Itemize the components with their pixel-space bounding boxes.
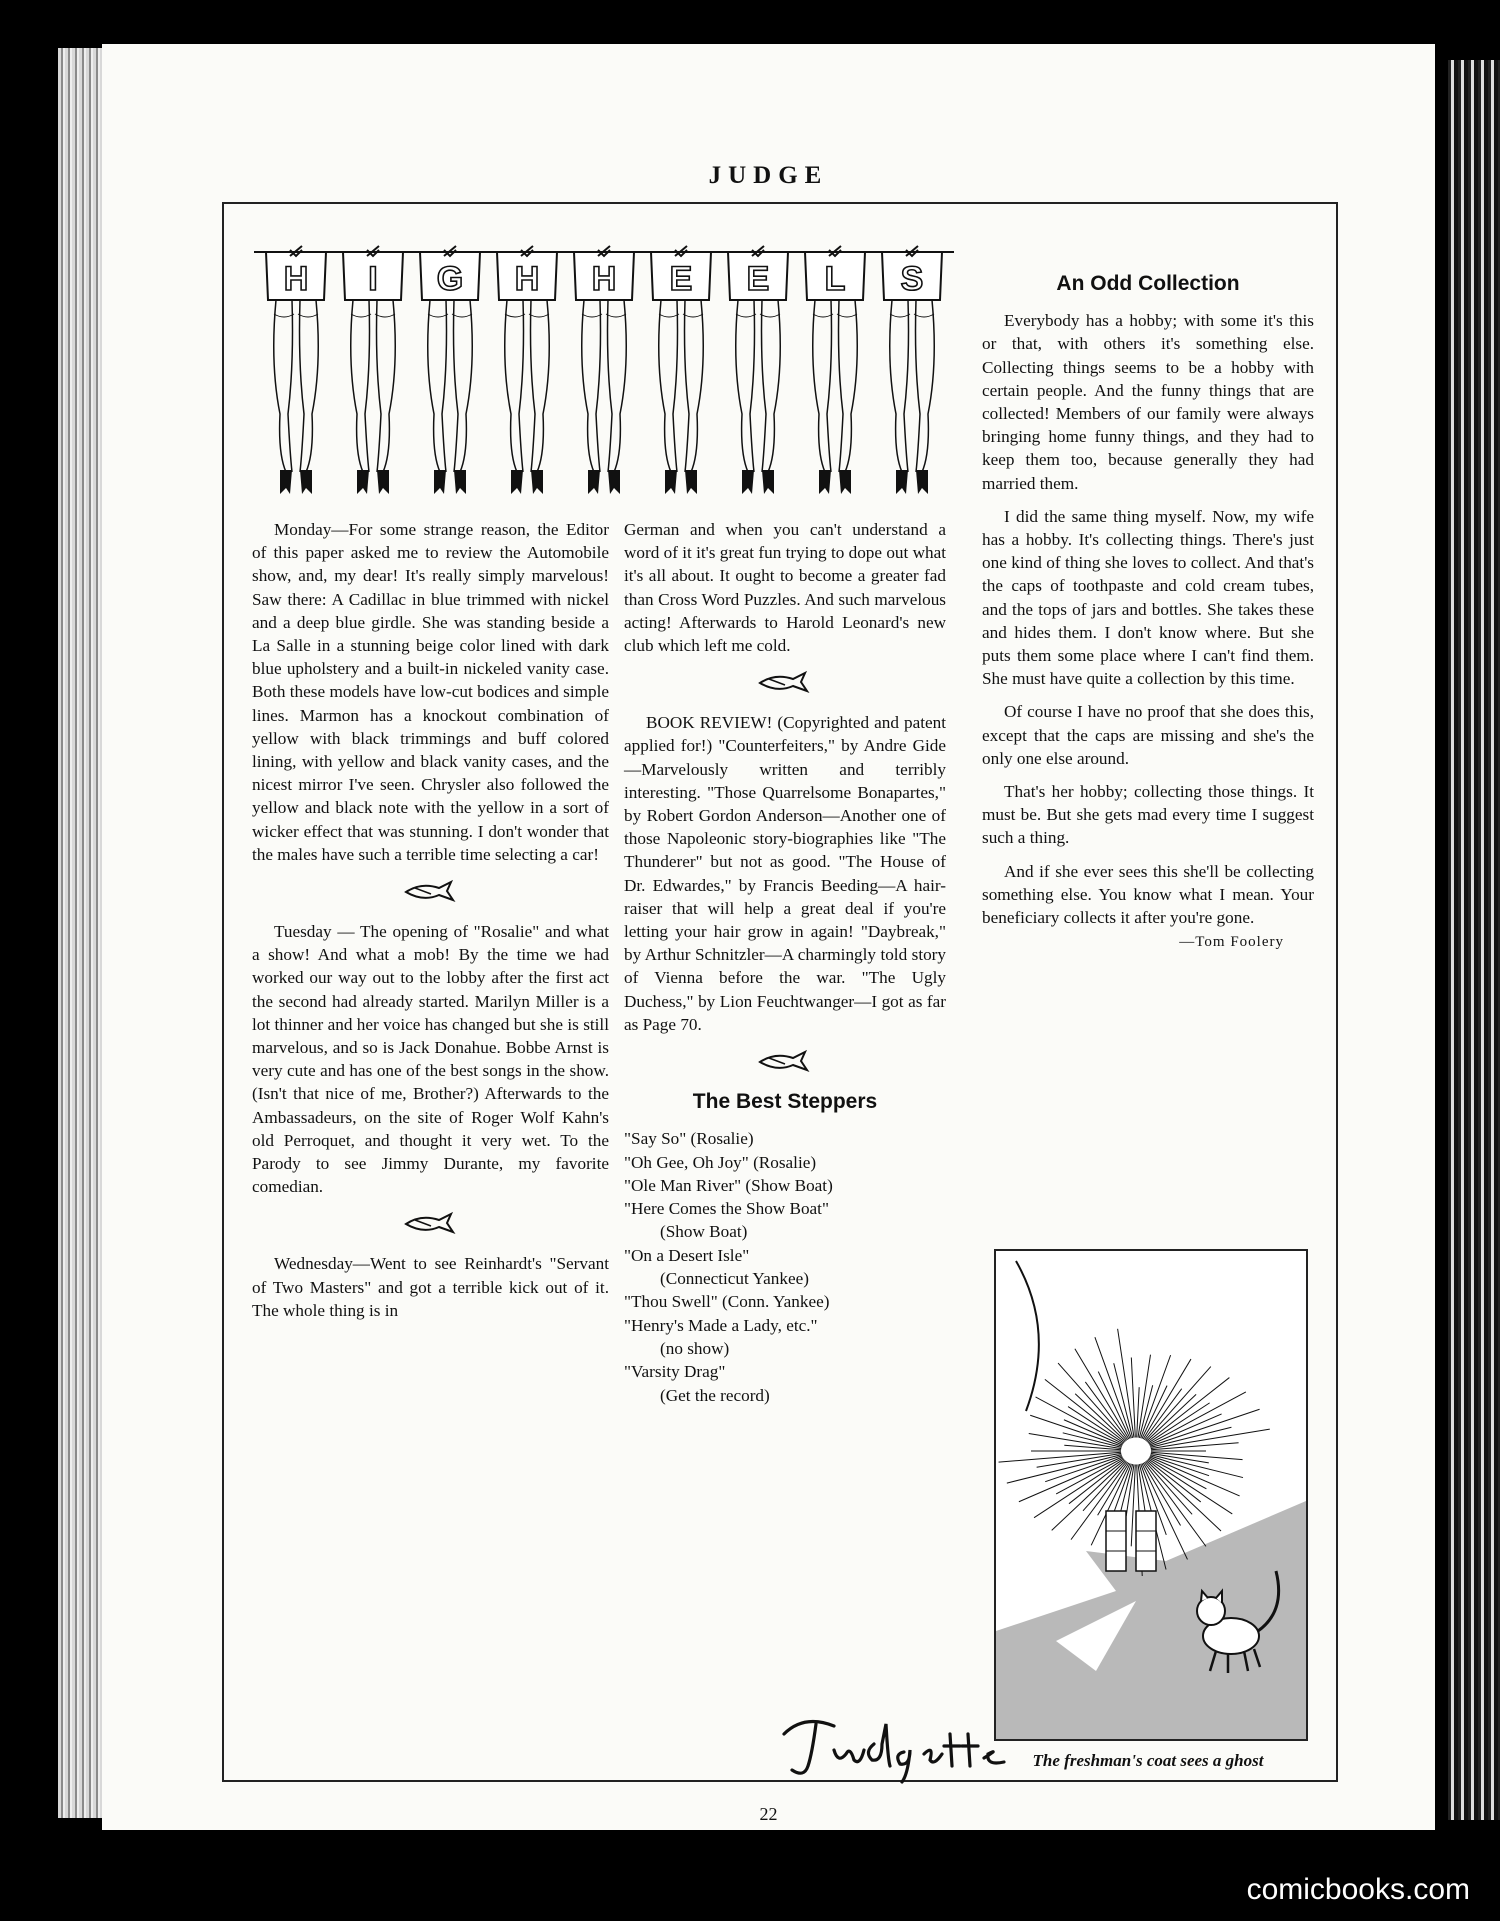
left-column <box>252 518 609 1332</box>
judgette-signature <box>764 1704 1024 1784</box>
right-paragraph: That's her hobby; collecting those things. It must be. But she gets mad every time I suggest such a thing. <box>982 782 1314 848</box>
svg-text:E: E <box>746 260 770 298</box>
page-number: 22 <box>759 1804 778 1824</box>
legs-letter-figure <box>805 246 865 494</box>
book-review-paragraph: BOOK REVIEW! (Copyrighted and patent applied for!) "Counterfeiters," by Andre Gide—Marvelously written and terribly interesting. "Those Quarrelsome Bonapartes," by Robert Gordon Anderson—Another one of those Napoleonic story-biographies like "The Thunderer" but not as good. "The House of Dr. Edwardes," by Francis Beeding—A hair-raiser that will help a great deal if you're letting your hair grow in again! "Daybreak," by Arthur Schnitzler—A charmingly told story of Vienna before the war. "The Ugly Duchess," by Lion Feuchtwanger—I got as far as Page 70. <box>624 713 946 1034</box>
legs-letter-figure <box>882 246 942 494</box>
legs-letter-figure <box>497 246 557 494</box>
svg-text:E: E <box>669 260 693 298</box>
list-item: (Show Boat) <box>660 1222 748 1242</box>
svg-text:I: I <box>368 260 378 298</box>
list-item: "Say So" (Rosalie) <box>624 1129 754 1149</box>
legs-letter-figure <box>728 246 788 494</box>
list-item: (Connecticut Yankee) <box>660 1269 809 1289</box>
legs-letter-figure <box>651 246 711 494</box>
list-item: "On a Desert Isle" <box>624 1245 750 1265</box>
legs-letter-figure <box>343 246 403 494</box>
list-item: "Varsity Drag" <box>624 1362 726 1382</box>
magazine-page <box>102 44 1435 1830</box>
high-heels-title-illustration <box>254 244 954 504</box>
list-item: (Get the record) <box>660 1385 770 1405</box>
list-item: "Thou Swell" (Conn. Yankee) <box>624 1292 830 1312</box>
monday-paragraph: Monday—For some strange reason, the Editor of this paper asked me to review the Automobile show, and, my dear! It's really simply marvelous! Saw there: A Cadillac in blue trimmed with nickel and a deep blue girdle. She was standing beside a La Salle in a stunning beige color lined with dark blue upholstery and a built-in nickeled vanity case. Both these models have low-cut bodices and simple lines. Marmon has a knockout combination of yellow with black trimmings and buff colored lining, with yellow and black vanity cases, and the nicest mirror I've seen. Chrysler also followed the yellow and black note with the yellow in a sort of wicker effect that was stunning. I don't wonder that the males have such a terrible time selecting a car! <box>252 520 609 864</box>
steppers-list <box>624 1127 946 1407</box>
fish-divider-icon <box>755 1046 815 1076</box>
svg-text:S: S <box>900 260 924 298</box>
list-item: (no show) <box>660 1338 730 1358</box>
list-item: "Oh Gee, Oh Joy" (Rosalie) <box>624 1152 817 1172</box>
odd-collection-heading: An Odd Collection <box>1056 272 1240 295</box>
right-paragraph: Everybody has a hobby; with some it's this or that, with others it's something else. Collecting things seems to be a hobby with certain people. And the funny things that are collected! Members of our family were always bringing home funny things, and they had to keep them too, because generally they had married them. <box>982 311 1314 493</box>
freshman-coat-cartoon <box>994 1249 1308 1741</box>
legs-letter-figure <box>420 246 480 494</box>
cartoon-caption: The freshman's coat sees a ghost <box>1032 1751 1264 1770</box>
list-item: "Henry's Made a Lady, etc." <box>624 1315 818 1335</box>
list-item: "Here Comes the Show Boat" <box>624 1199 829 1219</box>
svg-text:H: H <box>283 260 309 298</box>
fish-divider-icon <box>401 876 461 906</box>
facing-page-edge <box>1448 60 1500 1820</box>
right-column <box>982 272 1314 954</box>
tuesday-paragraph: Tuesday — The opening of "Rosalie" and what a show! And what a mob! By the time we had worked our way out to the lobby after the first act the second had already started. Marilyn Miller is a lot thinner and her voice has changed but she is still marvelous, and so is Jack Donahue. Bobbe Arnst is very cute and has one of the best songs in the show. (Isn't that nice of me, Brother?) Afterwards to the Ambassadeurs, on the site of Roger Wolf Kahn's old Perroquet, and thought it very wet. To the Parody to see Jimmy Durante, my favorite comedian. <box>252 922 609 1197</box>
svg-text:H: H <box>591 260 617 298</box>
wednesday-paragraph: Wednesday—Went to see Reinhardt's "Servant of Two Masters" and got a terrible kick out of it. The whole thing is in <box>252 1254 609 1320</box>
article-frame <box>222 202 1338 1782</box>
fish-divider-icon <box>755 667 815 697</box>
masthead: JUDGE <box>708 162 829 189</box>
legs-letter-figure <box>574 246 634 494</box>
watermark: comicbooks.com <box>1246 1873 1470 1906</box>
right-paragraph: Of course I have no proof that she does this, except that the caps are missing and she's the only one else around. <box>982 702 1314 768</box>
fish-divider-icon <box>401 1208 461 1238</box>
list-item: "Ole Man River" (Show Boat) <box>624 1175 833 1195</box>
svg-text:H: H <box>514 260 540 298</box>
svg-text:L: L <box>824 260 846 298</box>
steppers-heading: The Best Steppers <box>692 1090 878 1114</box>
right-paragraph: And if she ever sees this she'll be collecting something else. You know what I mean. Your beneficiary collects it after you're gone. <box>982 861 1314 928</box>
right-paragraph: I did the same thing myself. Now, my wife has a hobby. It's collecting things. There's just one kind of thing she loves to collect. And that's the caps of toothpaste and cold cream tubes, and the tops of jars and bottles. She takes these and hides them. I don't know where. But she puts them some place where I can't find them. She must have quite a collection by this time. <box>982 506 1314 689</box>
svg-text:G: G <box>436 260 464 298</box>
byline: —Tom Foolery <box>1179 934 1284 951</box>
middle-column <box>624 518 946 1407</box>
legs-letter-figure <box>266 246 326 494</box>
german-paragraph: German and when you can't understand a word of it it's great fun trying to dope out what it's all about. It ought to become a greater fad than Cross Word Puzzles. And such marvelous acting! Afterwards to Harold Leonard's new club which left me cold. <box>624 520 946 656</box>
